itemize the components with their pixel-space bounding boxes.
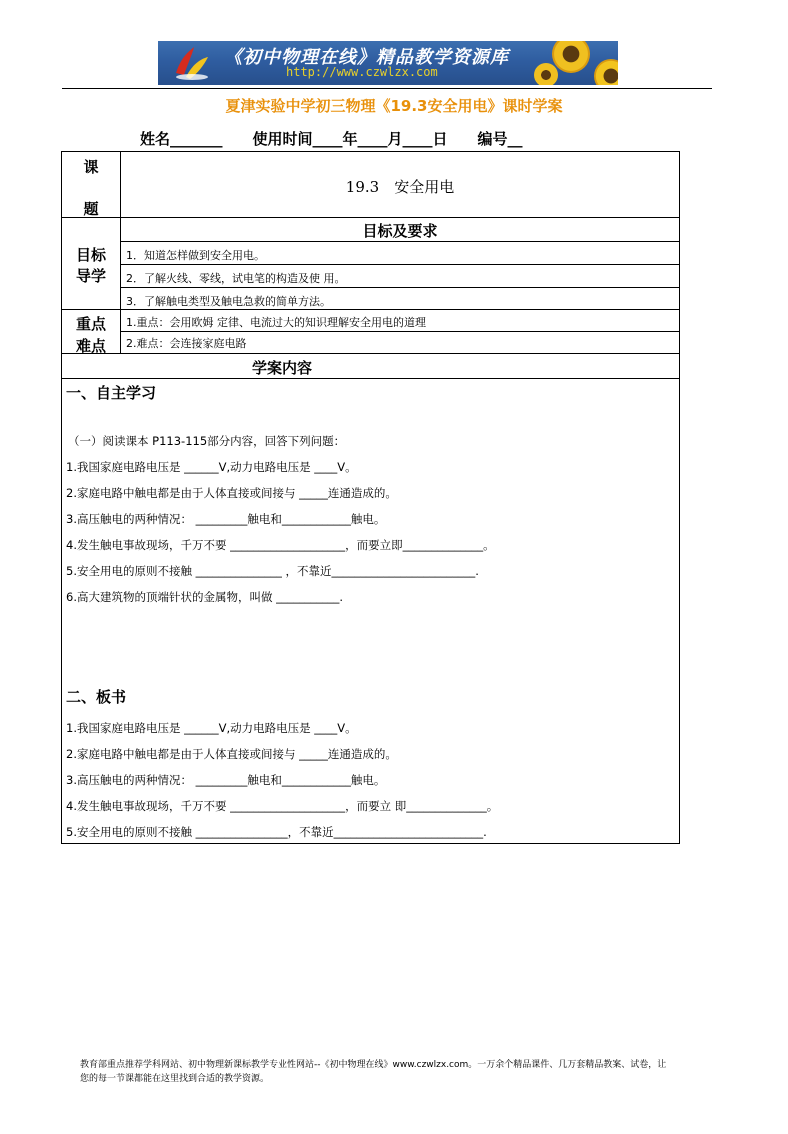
document-title: 夏津实验中学初三物理《19.3安全用电》课时学案 — [225, 97, 563, 115]
banner-url[interactable]: http://www.czwlzx.com — [286, 65, 438, 79]
section-self-study-title: 一、自主学习 — [66, 384, 157, 402]
board-item: 3.高压触电的两种情况： _________触电和____________触电。 — [66, 773, 386, 787]
question-item: 3.高压触电的两种情况： _________触电和____________触电。 — [66, 512, 386, 526]
row-divider — [62, 353, 680, 354]
question-item: 2.家庭电路中触电都是由于人体直接或间接与 _____连通造成的。 — [66, 486, 397, 500]
goals-label-top: 目标 — [75, 246, 106, 264]
row-divider — [120, 287, 680, 288]
topic-title: 19.3 安全用电 — [345, 178, 455, 196]
row-divider — [120, 331, 680, 332]
row-divider — [62, 309, 680, 310]
question-item: 1.我国家庭电路电压是 ______V,动力电路电压是 ____V。 — [66, 460, 357, 474]
row-divider — [120, 264, 680, 265]
question-item: 6.高大建筑物的顶端针状的金属物，叫做 ___________. — [66, 590, 344, 604]
goals-label-bottom: 导学 — [75, 267, 106, 285]
row-divider — [62, 217, 680, 218]
footer-line: 教育部重点推荐学科网站、初中物理新课标教学专业性网站--《初中物理在线》www.czwlzx.com。一万余个精品课件、几万套精品教案、试卷，让 — [80, 1060, 667, 1070]
board-item: 1.我国家庭电路电压是 ______V,动力电路电压是 ____V。 — [66, 721, 357, 735]
question-item: 5.安全用电的原则不接触 _______________ ，不靠近_________________________. — [66, 564, 479, 578]
topic-label-bottom: 题 — [83, 200, 99, 218]
goals-header: 目标及要求 — [362, 222, 438, 240]
page-footer — [80, 1058, 720, 1086]
content-header: 学案内容 — [251, 359, 312, 377]
time-field: 使用时间____年____月____日 — [252, 130, 448, 148]
sunflower-icon — [594, 59, 618, 85]
lesson-table — [61, 151, 680, 844]
topic-label-top: 课 — [83, 158, 99, 176]
row-divider — [62, 378, 680, 379]
question-item: 4.发生触电事故现场，千万不要 ____________________，而要立即______________。 — [66, 538, 495, 552]
number-field: 编号__ — [477, 130, 523, 148]
key-point-item: 1.重点：会用欧姆 定律、电流过大的知识理解安全用电的道理 — [126, 316, 426, 329]
student-info-line — [140, 128, 527, 149]
key-label-top: 重点 — [75, 315, 106, 333]
section-intro: （一）阅读课本 P113-115部分内容，回答下列问题： — [68, 434, 346, 448]
goal-item: 3．了解触电类型及触电急救的简单方法。 — [126, 295, 331, 308]
goal-item: 1．知道怎样做到安全用电。 — [126, 249, 265, 262]
name-field: 姓名_______ — [140, 130, 223, 148]
key-label-bottom: 难点 — [75, 337, 106, 355]
sunflower-icon — [552, 41, 590, 73]
goal-item: 2．了解火线、零线，试电笔的构造及使 用。 — [126, 272, 346, 285]
header-divider — [62, 88, 712, 89]
section-board-title: 二、板书 — [66, 688, 127, 706]
footer-line: 您的每一节课都能在这里找到合适的教学资源。 — [80, 1074, 270, 1084]
board-item: 2.家庭电路中触电都是由于人体直接或间接与 _____连通造成的。 — [66, 747, 397, 761]
header-banner — [158, 41, 618, 85]
logo-icon — [172, 45, 212, 81]
sunflower-icon — [534, 63, 558, 85]
row-divider — [120, 241, 680, 242]
key-point-item: 2.难点：会连接家庭电路 — [126, 337, 247, 350]
banner-title: 《初中物理在线》精品教学资源库 — [224, 47, 509, 68]
board-item: 4.发生触电事故现场，千万不要 ____________________，而要立 即______________。 — [66, 799, 499, 813]
board-item: 5.安全用电的原则不接触 ________________，不靠近__________________________. — [66, 825, 487, 839]
